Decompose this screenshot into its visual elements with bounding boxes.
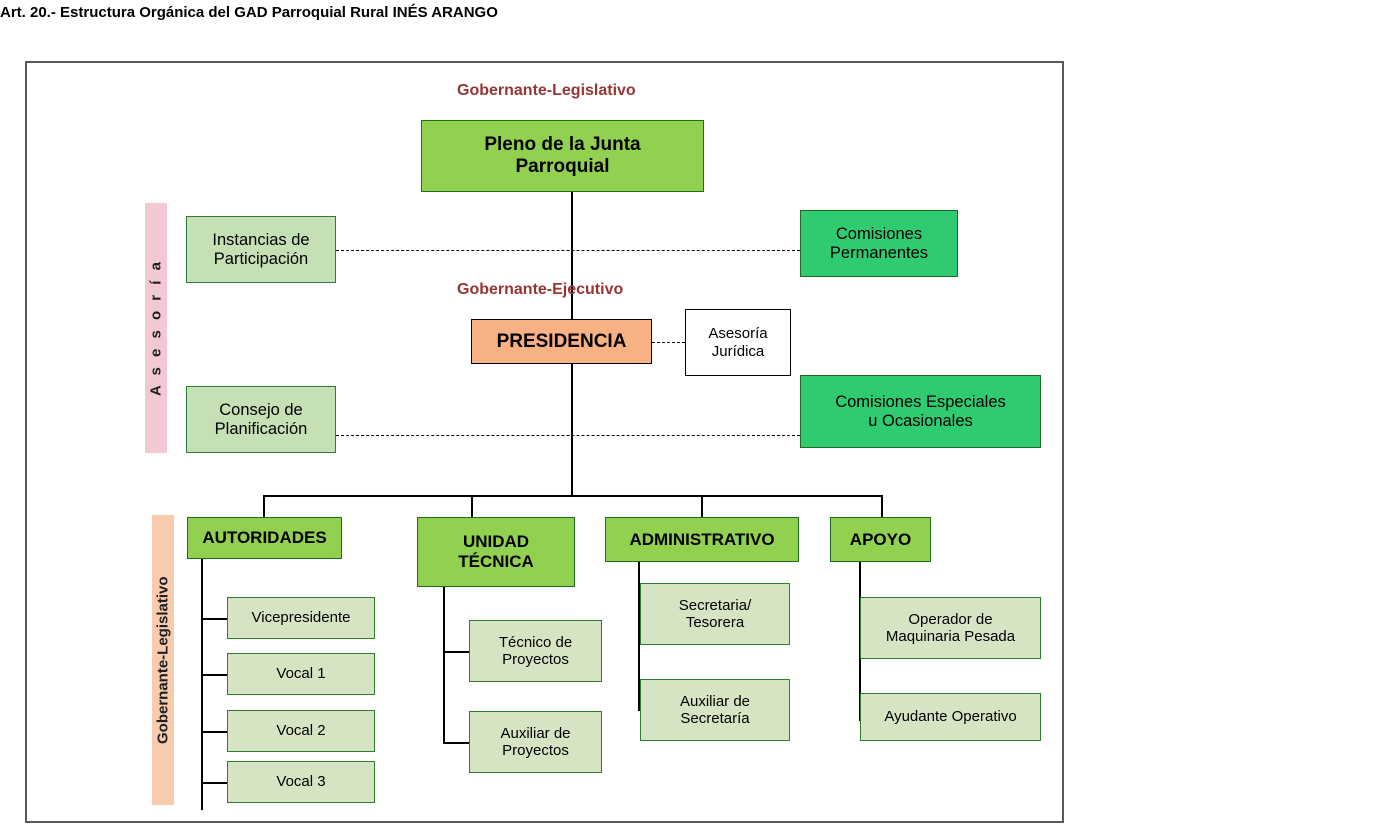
node-secretaria-tesorera-line2: Tesorera xyxy=(685,614,745,631)
node-vocal-1[interactable] xyxy=(227,653,375,695)
node-comisiones-permanentes-line2: Permanentes xyxy=(829,243,929,262)
node-auxiliar-secretaria-line1: Auxiliar de xyxy=(679,692,751,710)
node-ayudante-operativo[interactable] xyxy=(860,693,1041,741)
node-consejo-line1: Consejo de xyxy=(219,400,303,419)
node-tecnico-proyectos[interactable] xyxy=(469,620,602,682)
node-presidencia[interactable] xyxy=(471,319,652,364)
page-title: Art. 20.- Estructura Orgánica del GAD Parroquial Rural INÉS ARANGO xyxy=(0,4,498,21)
node-consejo-planificacion[interactable] xyxy=(186,386,336,453)
connector-bus-horizontal xyxy=(263,495,881,497)
node-tecnico-proyectos-line2: Proyectos xyxy=(502,651,569,668)
node-apoyo[interactable] xyxy=(830,517,931,562)
node-secretaria-tesorera-line1: Secretaria/ xyxy=(678,596,752,614)
node-comisiones-especiales-line2: u Ocasionales xyxy=(868,411,973,430)
connector-autoridades-vocal3 xyxy=(201,782,228,784)
connector-pleno-presidencia xyxy=(571,192,573,320)
connector-bus-drop-autoridades xyxy=(263,495,265,517)
node-operador-maquinaria-pesada[interactable] xyxy=(860,597,1041,659)
node-instancias-line2: Participación xyxy=(213,249,309,268)
node-vocal-3-label: Vocal 3 xyxy=(276,773,326,791)
node-unidad-tecnica[interactable] xyxy=(417,517,575,587)
section-label-gobernante-legislativo: Gobernante-Legislativo xyxy=(457,82,636,99)
connector-presidencia-asesoria-juridica xyxy=(652,342,685,343)
node-comisiones-permanentes[interactable] xyxy=(800,210,958,277)
node-tecnico-proyectos-line1: Técnico de xyxy=(498,633,573,651)
node-instancias-participacion[interactable] xyxy=(186,216,336,283)
node-pleno-junta-parroquial[interactable] xyxy=(421,120,704,192)
node-vicepresidente[interactable] xyxy=(227,597,375,639)
node-vicepresidente-label: Vicepresidente xyxy=(251,609,351,627)
node-administrativo[interactable] xyxy=(605,517,799,562)
node-apoyo-label: APOYO xyxy=(849,529,912,549)
connector-autoridades-vicepresidente xyxy=(201,618,228,620)
connector-instancias-comisiones xyxy=(336,250,800,251)
node-asesoria-juridica[interactable] xyxy=(685,309,791,376)
node-autoridades-label: AUTORIDADES xyxy=(202,528,327,548)
node-vocal-2-label: Vocal 2 xyxy=(276,722,326,740)
section-label-gobernante-ejecutivo: Gobernante-Ejecutivo xyxy=(457,281,624,298)
node-pleno-line2: Parroquial xyxy=(515,156,610,177)
node-comisiones-permanentes-line1: Comisiones xyxy=(835,224,923,243)
node-auxiliar-secretaria[interactable] xyxy=(640,679,790,741)
node-operador-maquinaria-line1: Operador de xyxy=(908,610,993,628)
connector-autoridades-vocal1 xyxy=(201,674,228,676)
node-administrativo-label: ADMINISTRATIVO xyxy=(629,529,775,549)
node-presidencia-label: PRESIDENCIA xyxy=(496,330,627,352)
node-comisiones-especiales-line1: Comisiones Especiales xyxy=(835,392,1006,411)
node-vocal-3[interactable] xyxy=(227,761,375,803)
connector-unidad-tecnica-auxiliar xyxy=(443,742,470,744)
connector-unidad-tecnica-tecnico xyxy=(443,651,470,653)
node-auxiliar-proyectos-line2: Proyectos xyxy=(502,742,569,759)
connector-unidad-tecnica-spine xyxy=(443,587,445,743)
node-vocal-2[interactable] xyxy=(227,710,375,752)
node-unidad-tecnica-line2: TÉCNICA xyxy=(458,552,534,571)
connector-autoridades-spine xyxy=(201,559,203,810)
node-comisiones-especiales[interactable] xyxy=(800,375,1041,448)
node-auxiliar-proyectos[interactable] xyxy=(469,711,602,773)
node-consejo-line2: Planificación xyxy=(214,419,308,438)
node-asesoria-juridica-line2: Jurídica xyxy=(711,342,765,360)
node-vocal-1-label: Vocal 1 xyxy=(276,665,326,683)
node-autoridades[interactable] xyxy=(187,517,342,559)
connector-autoridades-vocal2 xyxy=(201,731,228,733)
node-secretaria-tesorera[interactable] xyxy=(640,583,790,645)
node-ayudante-operativo-label: Ayudante Operativo xyxy=(884,708,1017,726)
node-instancias-line1: Instancias de xyxy=(212,230,310,249)
node-asesoria-juridica-line1: Asesoría xyxy=(708,325,768,343)
node-auxiliar-secretaria-line2: Secretaría xyxy=(680,710,750,727)
connector-bus-drop-unidad-tecnica xyxy=(471,495,473,517)
node-pleno-line1: Pleno de la Junta xyxy=(484,134,641,156)
org-chart-frame xyxy=(25,61,1064,823)
connector-bus-drop-apoyo xyxy=(881,495,883,517)
node-unidad-tecnica-line1: UNIDAD xyxy=(462,532,530,552)
band-asesoria: A s e s o r í a xyxy=(145,203,167,453)
connector-consejo-comisiones-especiales xyxy=(336,435,800,436)
band-gobernante-legislativo: Gobernante-Legislativo xyxy=(152,515,174,805)
node-operador-maquinaria-line2: Maquinaria Pesada xyxy=(885,628,1016,645)
node-auxiliar-proyectos-line1: Auxiliar de xyxy=(500,724,571,742)
connector-presidencia-bus xyxy=(571,364,573,496)
connector-bus-drop-administrativo xyxy=(701,495,703,517)
